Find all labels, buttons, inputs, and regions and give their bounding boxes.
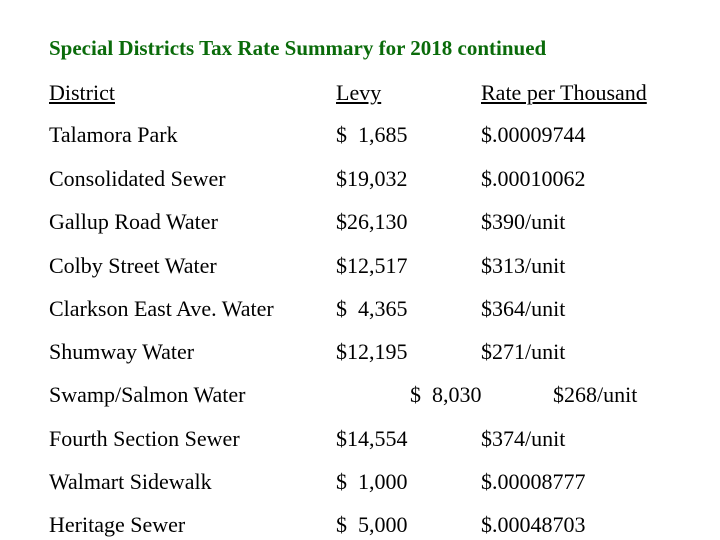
district-name: Swamp/Salmon Water [49, 382, 246, 407]
header-levy: Levy [336, 80, 382, 105]
rate-value: $.00009744 [481, 122, 586, 147]
levy-value: $ 1,685 [336, 122, 408, 147]
district-name: Fourth Section Sewer [49, 426, 240, 451]
district-name: Walmart Sidewalk [49, 469, 212, 494]
district-name: Talamora Park [49, 122, 178, 147]
levy-value: $26,130 [336, 209, 408, 234]
header-district: District [49, 80, 115, 105]
rate-value: $374/unit [481, 426, 566, 451]
levy-value: $ 8,030 [410, 382, 482, 407]
district-name: Heritage Sewer [49, 512, 186, 537]
district-name: Gallup Road Water [49, 209, 218, 234]
levy-value: $ 5,000 [336, 512, 408, 537]
rate-value: $313/unit [481, 253, 566, 278]
rate-value: $271/unit [481, 339, 566, 364]
levy-value: $ 4,365 [336, 296, 408, 321]
rate-value: $.00048703 [481, 512, 586, 537]
district-name: Shumway Water [49, 339, 195, 364]
page-title: Special Districts Tax Rate Summary for 2018 continued [49, 36, 547, 60]
rate-value: $364/unit [481, 296, 566, 321]
levy-value: $ 1,000 [336, 469, 408, 494]
levy-value: $14,554 [336, 426, 408, 451]
rate-value: $268/unit [553, 382, 638, 407]
district-name: Consolidated Sewer [49, 166, 226, 191]
rate-value: $390/unit [481, 209, 566, 234]
levy-value: $12,195 [336, 339, 408, 364]
rate-value: $.00010062 [481, 166, 586, 191]
header-rate: Rate per Thousand [481, 80, 647, 105]
levy-value: $19,032 [336, 166, 408, 191]
levy-value: $12,517 [336, 253, 408, 278]
district-name: Colby Street Water [49, 253, 217, 278]
rate-value: $.00008777 [481, 469, 586, 494]
district-name: Clarkson East Ave. Water [49, 296, 274, 321]
